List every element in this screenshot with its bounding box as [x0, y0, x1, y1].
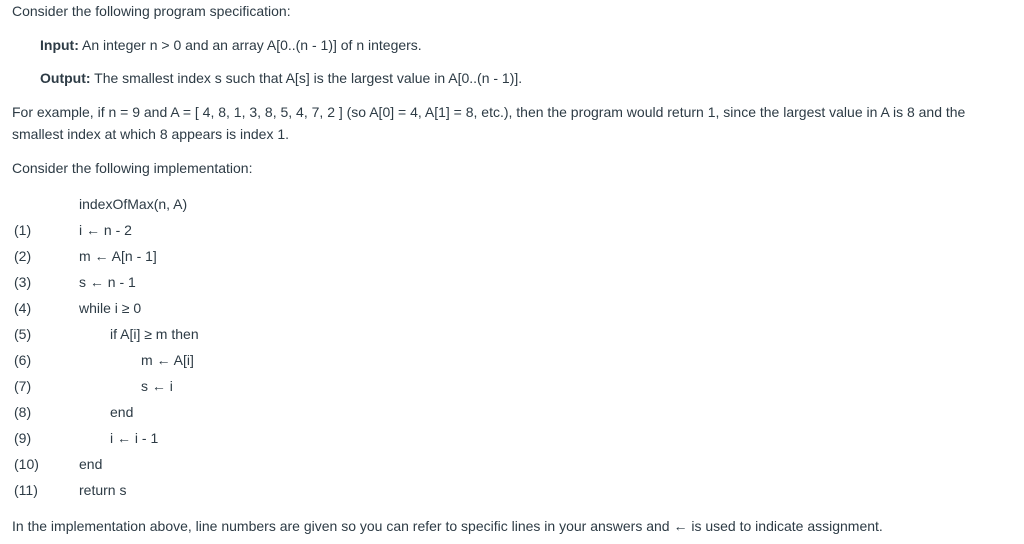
code-line: m ← A[n - 1]: [79, 248, 157, 264]
input-label: Input:: [40, 37, 79, 53]
line-number: (9): [14, 430, 32, 446]
input-text: An integer n > 0 and an array A[0..(n - 1)] of n integers.: [82, 37, 422, 53]
input-spec: [40, 36, 422, 54]
code-line: while i ≥ 0: [79, 300, 142, 316]
code-line: m ← A[i]: [141, 352, 194, 368]
implementation-intro: Consider the following implementation:: [12, 160, 253, 176]
line-number: (7): [14, 378, 32, 394]
output-spec: [40, 69, 522, 87]
code-line: if A[i] ≥ m then: [110, 326, 199, 342]
code-line: return s: [79, 482, 127, 498]
example-paragraph: For example, if n = 9 and A = [ 4, 8, 1, 3, 8, 5, 4, 7, 2 ] (so A[0] = 4, A[1] = 8, etc.), then the program would return 1, since the largest value in A is 8 and the smallest index at which 8 appears is index 1.: [12, 104, 966, 142]
code-line: end: [110, 404, 134, 420]
output-text: The smallest index s such that A[s] is the largest value in A[0..(n - 1)].: [94, 70, 523, 86]
line-number: (6): [14, 352, 32, 368]
line-number: (8): [14, 404, 32, 420]
line-number: (10): [14, 456, 39, 472]
code-line: s ← n - 1: [79, 274, 136, 290]
code-line: i ← i - 1: [110, 430, 159, 446]
line-number: (3): [14, 274, 32, 290]
function-header: indexOfMax(n, A): [79, 196, 188, 212]
line-number: (2): [14, 248, 32, 264]
line-number: (1): [14, 222, 32, 238]
code-line: s ← i: [141, 378, 173, 394]
footer-note: In the implementation above, line numbers are given so you can refer to specific lines in your answers and ← is used to indicate assignment.: [12, 518, 883, 534]
line-number: (4): [14, 300, 32, 316]
output-label: Output:: [40, 70, 91, 86]
intro-text: Consider the following program specification:: [12, 3, 291, 19]
line-number: (5): [14, 326, 32, 342]
code-line: i ← n - 2: [79, 222, 132, 238]
code-line: end: [79, 456, 103, 472]
line-number: (11): [14, 482, 38, 498]
